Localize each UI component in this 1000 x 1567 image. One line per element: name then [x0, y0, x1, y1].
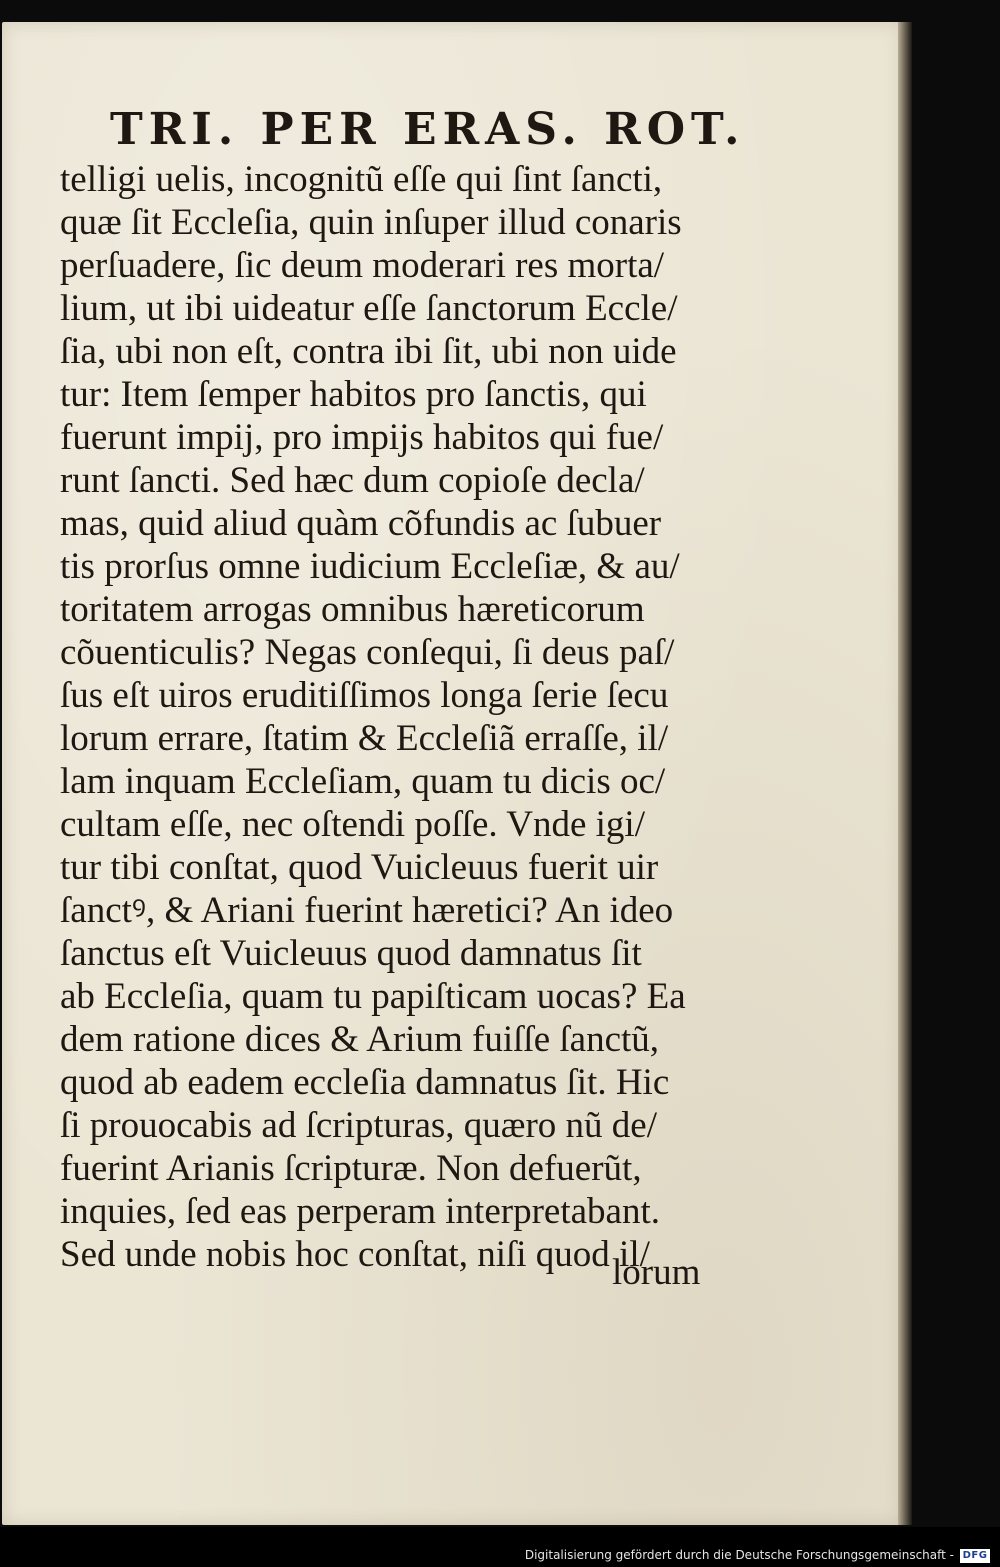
text-line-14: lorum errare, ſtatim & Eccleſiã erraſſe, il/	[60, 718, 669, 759]
text-line-11: toritatem arrogas omnibus hæreticorum	[60, 589, 645, 630]
text-line-10: tis prorſus omne iudicium Eccleſiæ, & au/	[60, 546, 680, 587]
text-line-9: mas, quid aliud quàm cõfundis ac ſubuer	[60, 503, 662, 544]
text-line-7: fuerunt impij, pro impijs habitos qui fue/	[60, 417, 664, 458]
text-line-15: lam inquam Eccleſiam, quam tu dicis oc/	[60, 761, 666, 802]
text-line-2: quæ ſit Eccleſia, quin inſuper illud conaris	[60, 202, 682, 243]
text-line-21: dem ratione dices & Arium fuiſſe ſanctũ,	[60, 1019, 660, 1060]
text-line-22: quod ab eadem eccleſia damnatus ſit. Hic	[60, 1062, 670, 1103]
text-line-6: tur: Item ſemper habitos pro ſanctis, qui	[60, 374, 647, 415]
text-line-13: ſus eſt uiros eruditiſſimos longa ſerie ſecu	[60, 675, 669, 716]
running-head: TRI. PER ERAS. ROT.	[110, 104, 746, 155]
text-line-19: ſanctus eſt Vuicleuus quod damnatus ſit	[60, 933, 642, 974]
text-line-4: lium, ut ibi uideatur eſſe ſanctorum Eccle/	[60, 288, 678, 329]
text-line-16: cultam eſſe, nec oſtendi poſſe. Vnde igi/	[60, 804, 645, 845]
text-block	[60, 158, 730, 1276]
page-edge-shadow	[898, 22, 912, 1525]
text-line-1: telligi uelis, incognitũ eſſe qui ſint ſancti,	[60, 159, 663, 200]
dfg-logo: DFG	[960, 1549, 990, 1563]
text-line-25: inquies, ſed eas perperam interpretabant.	[60, 1191, 660, 1232]
text-line-26: Sed unde nobis hoc conſtat, niſi quod il/	[60, 1234, 650, 1275]
text-line-23: ſi prouocabis ad ſcripturas, quæro nũ de/	[60, 1105, 658, 1146]
text-line-17: tur tibi conſtat, quod Vuicleuus fuerit uir	[60, 847, 659, 888]
text-line-18: ſanctꝰ, & Ariani fuerint hæretici? An ideo	[60, 890, 674, 931]
text-line-24: fuerint Arianis ſcripturæ. Non defuerũt,	[60, 1148, 642, 1189]
text-line-20: ab Eccleſia, quam tu papiſticam uocas? Ea	[60, 976, 686, 1017]
text-line-12: cõuenticulis? Negas conſequi, ſi deus paſ/	[60, 632, 675, 673]
text-line-3: perſuadere, ſic deum moderari res morta/	[60, 245, 665, 286]
digitization-credit: Digitalisierung gefördert durch die Deutsche Forschungsgemeinschaft -	[524, 1548, 954, 1562]
catchword: lorum	[612, 1252, 701, 1293]
text-line-8: runt ſancti. Sed hæc dum copioſe decla/	[60, 460, 645, 501]
footer-bar	[0, 1527, 1000, 1567]
text-line-5: ſia, ubi non eſt, contra ibi ſit, ubi non uide	[60, 331, 677, 372]
